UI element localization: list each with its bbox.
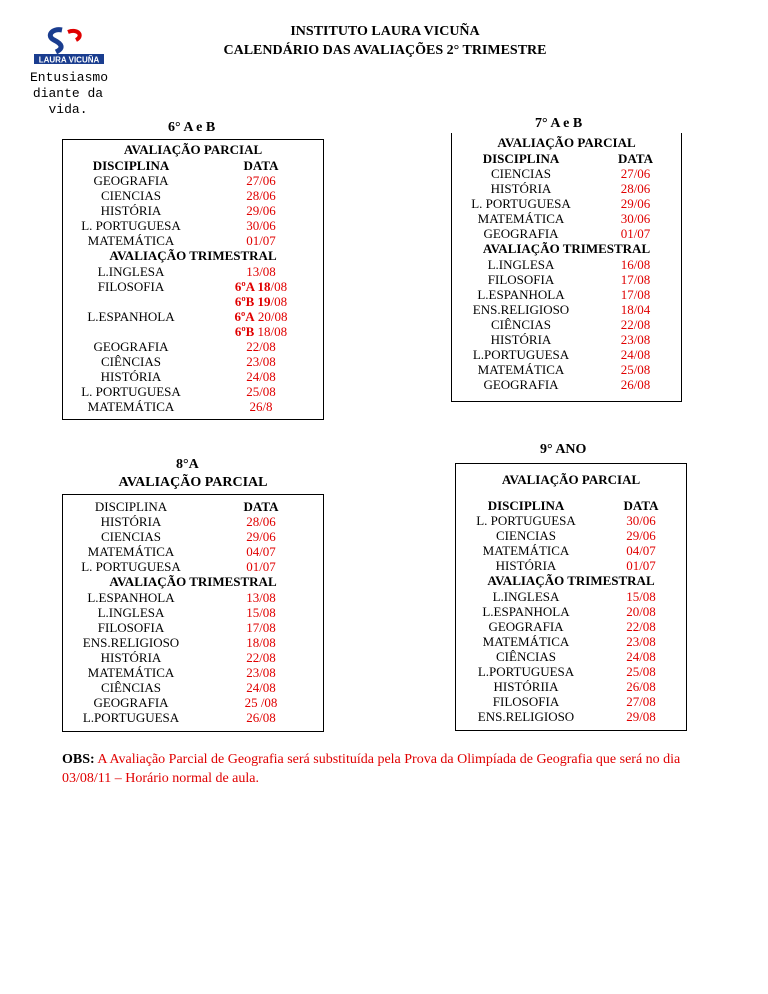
table-row: CIÊNCIAS 23/08 xyxy=(101,354,276,369)
trimestral-heading-row xyxy=(452,241,681,257)
parcial-heading: AVALIAÇÃO PARCIAL xyxy=(123,142,263,157)
table-row: L.PORTUGUESA 26/08 xyxy=(82,710,276,725)
table-row: GEOGRAFIA 01/07 xyxy=(483,226,651,241)
table-row: MATEMÁTICA 23/08 xyxy=(87,665,276,680)
table-row: L. PORTUGUESA 29/06 xyxy=(471,196,651,211)
table-row: MATEMÁTICA 30/06 xyxy=(477,211,651,226)
document-header xyxy=(120,22,650,60)
table-header-row xyxy=(456,498,686,513)
table-row: L.INGLESA 15/08 xyxy=(492,589,656,604)
table-row: CIÊNCIAS 24/08 xyxy=(496,649,656,664)
trimestral-heading-row xyxy=(456,573,686,589)
espanhola-date-b: 6ºB 18/08 xyxy=(234,324,288,339)
table-row xyxy=(63,294,323,309)
parcial-heading: AVALIAÇÃO PARCIAL xyxy=(501,472,641,487)
schedule-table-6 xyxy=(63,158,323,414)
table-row: L.ESPANHOLA 13/08 xyxy=(87,590,276,605)
table-row: L.ESPANHOLA 17/08 xyxy=(477,287,651,302)
logo-text: LAURA VICUÑA xyxy=(38,55,100,65)
table-row: HISTÓRIA 28/06 xyxy=(490,181,651,196)
parcial-heading-8: AVALIAÇÃO PARCIAL xyxy=(118,475,268,490)
col-disciplina: DISCIPLINA xyxy=(482,151,560,166)
table-row: ENS.RELIGIOSO 18/04 xyxy=(472,302,651,317)
table-row: GEOGRAFIA 22/08 xyxy=(488,619,656,634)
table-row: L.INGLESA 15/08 xyxy=(97,605,276,620)
table-row: ENS.RELIGIOSO 29/08 xyxy=(477,709,656,724)
table-row: L.INGLESA 16/08 xyxy=(487,257,651,272)
table-row: CIENCIAS 28/06 xyxy=(101,188,276,203)
table-row: CIENCIAS 29/06 xyxy=(496,528,656,543)
table-row: CIÊNCIAS 22/08 xyxy=(491,317,651,332)
trimestral-heading: AVALIAÇÃO TRIMESTRAL xyxy=(487,573,655,588)
table-row: CIENCIAS 29/06 xyxy=(101,529,276,544)
table-row: FILOSOFIA 6ºA 18/08 xyxy=(63,279,323,294)
col-data: DATA xyxy=(623,498,659,513)
filosofia-date-b: 6ºB 19/08 xyxy=(234,294,288,309)
schedule-box-8 xyxy=(62,494,324,732)
table-row: MATEMÁTICA 23/08 xyxy=(482,634,656,649)
col-data: DATA xyxy=(243,499,279,514)
table-row: MATEMÁTICA 01/07 xyxy=(87,233,276,248)
table-row: HISTÓRIA 01/07 xyxy=(495,558,656,573)
table-row: HISTÓRIA 29/06 xyxy=(100,203,276,218)
section-title-8: 8°A xyxy=(176,457,199,472)
table-header-row xyxy=(63,499,323,514)
table-row: L.INGLESA 13/08 xyxy=(97,264,276,279)
trimestral-heading: AVALIAÇÃO TRIMESTRAL xyxy=(109,574,277,589)
table-row xyxy=(63,324,323,339)
section-title-9: 9° ANO xyxy=(540,442,587,457)
table-row: L.PORTUGUESA 25/08 xyxy=(477,664,656,679)
table-row: MATEMÁTICA 26/8 xyxy=(87,399,273,414)
section-title-7: 7° A e B xyxy=(535,116,583,131)
schedule-box-7 xyxy=(451,133,682,402)
school-logo xyxy=(34,26,104,66)
schedule-table-7 xyxy=(452,151,681,392)
table-row: CIÊNCIAS 24/08 xyxy=(101,680,276,695)
table-row: ENS.RELIGIOSO 18/08 xyxy=(82,635,276,650)
table-row: L.ESPANHOLA 6ºA 20/08 xyxy=(63,309,323,324)
table-row: MATEMÁTICA 04/07 xyxy=(482,543,656,558)
col-disciplina: DISCIPLINA xyxy=(487,498,565,513)
table-row: L. PORTUGUESA 30/06 xyxy=(476,513,656,528)
schedule-table-9 xyxy=(456,498,686,724)
table-row: L. PORTUGUESA 25/08 xyxy=(81,384,276,399)
table-row: L. PORTUGUESA 01/07 xyxy=(81,559,276,574)
table-row: GEOGRAFIA 27/06 xyxy=(93,173,276,188)
document-title: CALENDÁRIO DAS AVALIAÇÕES 2° TRIMESTRE xyxy=(223,43,547,58)
table-row: HISTÓRIA 28/06 xyxy=(100,514,276,529)
schedule-box-9 xyxy=(455,463,687,731)
table-row: HISTÓRIA 24/08 xyxy=(100,369,276,384)
table-row: MATEMÁTICA 25/08 xyxy=(477,362,651,377)
table-row: GEOGRAFIA 26/08 xyxy=(483,377,651,392)
table-row: CIENCIAS 27/06 xyxy=(491,166,651,181)
espanhola-date-a: 6ºA 20/08 xyxy=(234,309,288,324)
schedule-box-6 xyxy=(62,139,324,420)
obs-text: A Avaliação Parcial de Geografia será substituída pela Prova da Olimpíada de Geografia que será no dia 03/08/11 – Horário normal de aula. xyxy=(62,752,681,786)
schedule-table-8 xyxy=(63,499,323,725)
parcial-heading: AVALIAÇÃO PARCIAL xyxy=(497,135,636,150)
table-row: FILOSOFIA 17/08 xyxy=(487,272,651,287)
table-row: L.ESPANHOLA 20/08 xyxy=(482,604,656,619)
table-header-row xyxy=(63,158,323,173)
filosofia-date-a: 6ºA 18/08 xyxy=(234,279,288,294)
section-title-6: 6° A e B xyxy=(168,120,216,135)
table-row: GEOGRAFIA 25 /08 xyxy=(93,695,278,710)
logo-slogan: Entusiasmo diante da vida. xyxy=(30,70,109,117)
trimestral-heading: AVALIAÇÃO TRIMESTRAL xyxy=(482,241,651,256)
col-disciplina: DISCIPLINA xyxy=(92,158,170,173)
table-row: L.PORTUGUESA 24/08 xyxy=(472,347,651,362)
col-data: DATA xyxy=(618,151,653,166)
col-disciplina: DISCIPLINA xyxy=(94,499,168,514)
table-row: L. PORTUGUESA 30/06 xyxy=(81,218,276,233)
observation-note xyxy=(62,750,682,788)
table-row: FILOSOFIA 17/08 xyxy=(97,620,276,635)
trimestral-heading: AVALIAÇÃO TRIMESTRAL xyxy=(109,248,277,263)
table-row: GEOGRAFIA 22/08 xyxy=(93,339,276,354)
trimestral-heading-row xyxy=(63,248,323,264)
trimestral-heading-row xyxy=(63,574,323,590)
table-header-row xyxy=(452,151,681,166)
table-row: HISTÓRIA 23/08 xyxy=(490,332,651,347)
institution-name: INSTITUTO LAURA VICUÑA xyxy=(290,24,480,39)
table-row: MATEMÁTICA 04/07 xyxy=(87,544,276,559)
col-data: DATA xyxy=(243,158,279,173)
table-row: HISTÓRIA 22/08 xyxy=(100,650,276,665)
table-row: FILOSOFIA 27/08 xyxy=(492,694,656,709)
obs-label: OBS: xyxy=(62,752,95,767)
table-row: HISTÓRIIA 26/08 xyxy=(493,679,656,694)
